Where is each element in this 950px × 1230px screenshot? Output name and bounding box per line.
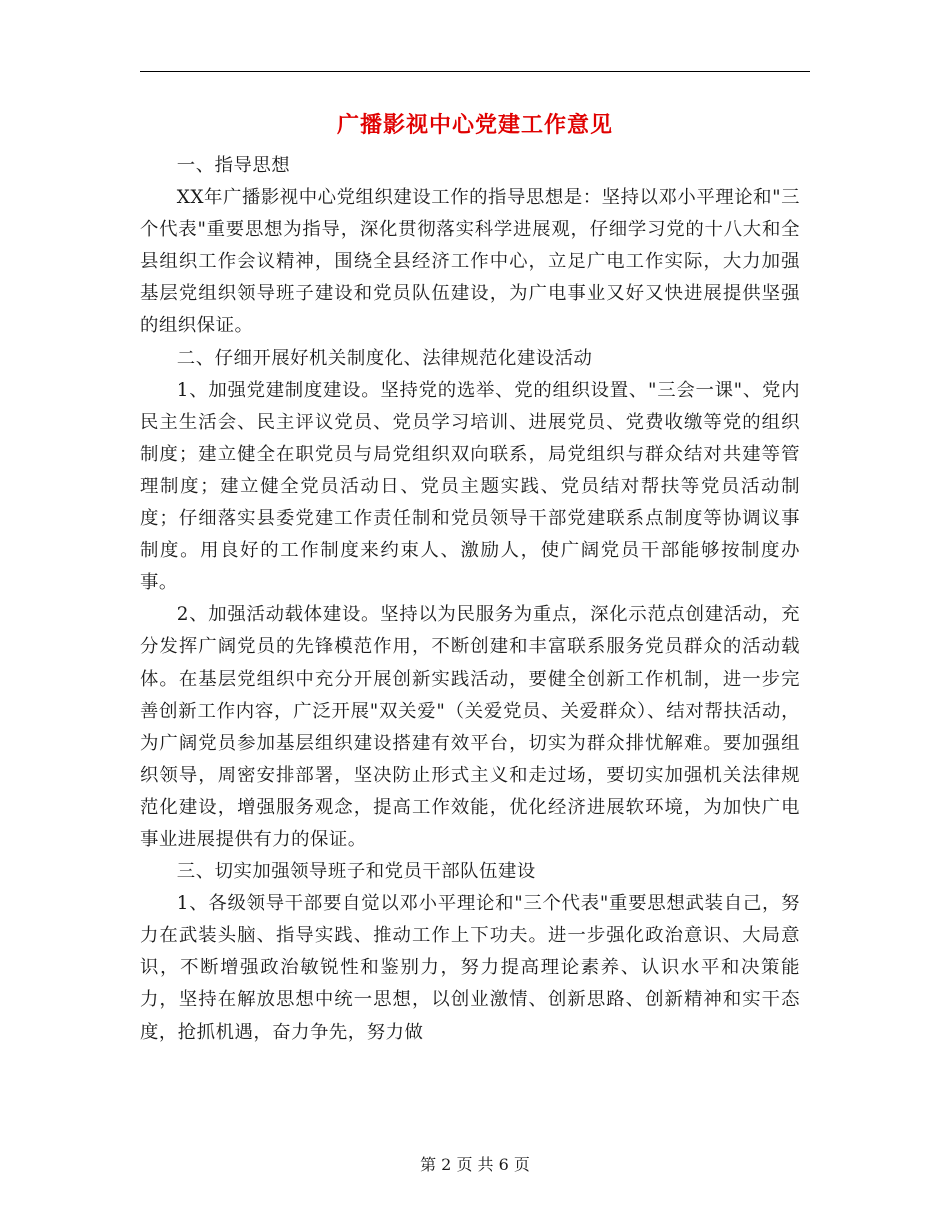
- paragraph-leadership-cadres: 1、各级领导干部要自觉以邓小平理论和"三个代表"重要思想武装自己，努力在武装头脑、指导实践、推动工作上下功夫。进一步强化政治意识、大局意识，不断增强政治敏锐性和鉴别力，努力提高理论素养、认识水平和决策能力，坚持在解放思想中统一思想，以创业激情、创新思路、创新精神和实干态度，抢抓机遇，奋力争先，努力做: [140, 893, 800, 1043]
- page-number-label: 第 2 页 共 6 页: [420, 1155, 530, 1174]
- header-rule: [140, 71, 810, 72]
- paragraph-guiding-thought: XX年广播影视中心党组织建设工作的指导思想是：坚持以邓小平理论和"三个代表"重要思想为指导，深化贯彻落实科学进展观，仔细学习党的十八大和全县组织工作会议精神，围绕全县经济工作中心，立足广电工作实际，大力加强基层党组织领导班子建设和党员队伍建设，为广电事业又好又快进展提供坚强的组织保证。: [140, 187, 800, 337]
- section-heading-institutionalization: 二、仔细开展好机关制度化、法律规范化建设活动: [176, 347, 593, 369]
- document-title: 广播影视中心党建工作意见: [336, 112, 613, 138]
- paragraph-activity-carrier-building: 2、加强活动载体建设。坚持以为民服务为重点，深化示范点创建活动，充分发挥广阔党员的先锋模范作用，不断创建和丰富联系服务党员群众的活动载体。在基层党组织中充分开展创新实践活动，要健全创新工作机制，进一步完善创新工作内容，广泛开展"双关爱"（关爱党员、关爱群众）、结对帮扶活动，为广阔党员参加基层组织建设搭建有效平台，切实为群众排忧解难。要加强组织领导，周密安排部署，坚决防止形式主义和走过场，要切实加强机关法律规范化建设，增强服务观念，提高工作效能，优化经济进展软环境，为加快广电事业进展提供有力的保证。: [140, 604, 800, 850]
- section-heading-leadership-building: 三、切实加强领导班子和党员干部队伍建设: [176, 861, 536, 883]
- section-heading-guiding-thought: 一、指导思想: [176, 155, 291, 176]
- document-body: [140, 150, 800, 1049]
- page-footer: [0, 1153, 950, 1177]
- paragraph-party-system-building: 1、加强党建制度建设。坚持党的选举、党的组织设置、"三会一课"、党内民主生活会、民主评议党员、党员学习培训、进展党员、党费收缴等党的组织制度；建立健全在职党员与局党组织双向联系，局党组织与群众结对共建等管理制度；建立健全党员活动日、党员主题实践、党员结对帮扶等党员活动制度；仔细落实县委党建工作责任制和党员领导干部党建联系点制度等协调议事制度。用良好的工作制度来约束人、激励人，使广阔党员干部能够按制度办事。: [140, 379, 800, 594]
